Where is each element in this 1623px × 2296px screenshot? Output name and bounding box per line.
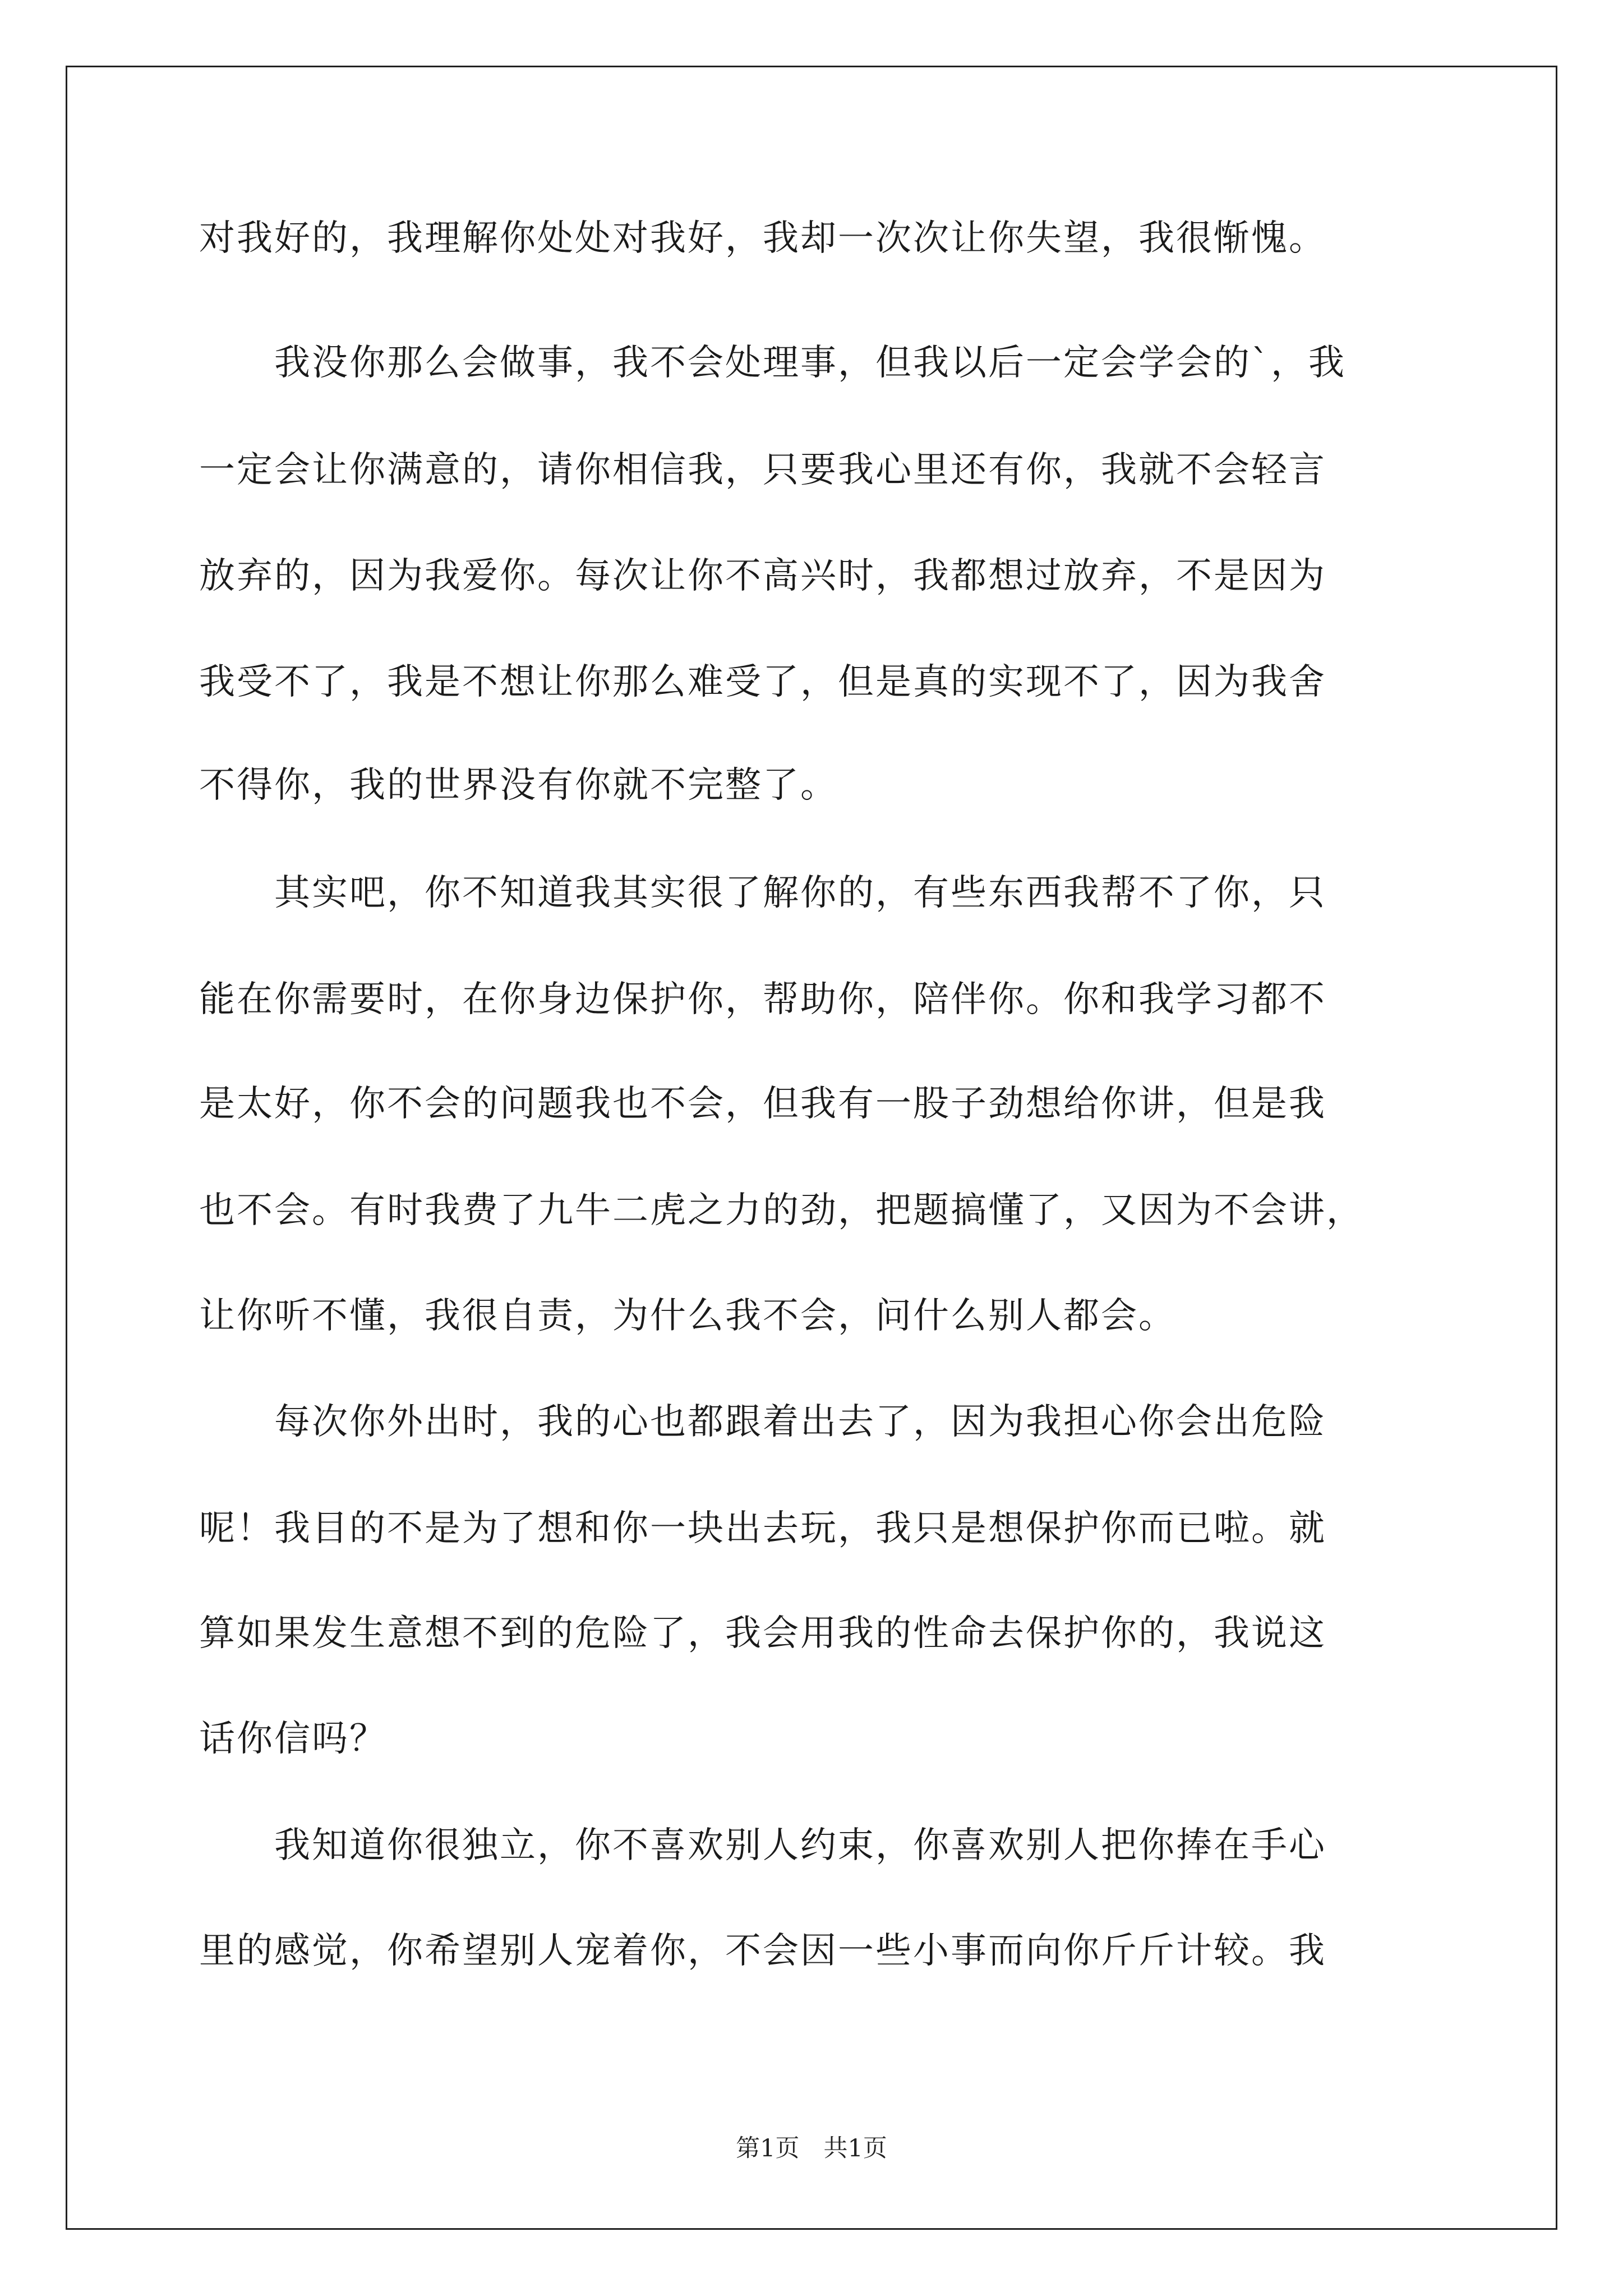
text-line: 我没你那么会做事，我不会处理事，但我以后一定会学会的`，我 bbox=[199, 342, 1346, 384]
page-border bbox=[66, 66, 1557, 2230]
text-line: 呢！我目的不是为了想和你一块出去玩，我只是想保护你而已啦。就 bbox=[199, 1508, 1326, 1549]
text-line: 其实吧，你不知道我其实很了解你的，有些东西我帮不了你，只 bbox=[199, 872, 1326, 914]
text-line: 对我好的，我理解你处处对我好，我却一次次让你失望，我很惭愧。 bbox=[199, 218, 1326, 259]
text-line: 放弃的，因为我爱你。每次让你不高兴时，我都想过放弃，不是因为 bbox=[199, 555, 1326, 597]
text-line: 每次你外出时，我的心也都跟着出去了，因为我担心你会出危险 bbox=[199, 1401, 1326, 1443]
text-line: 算如果发生意想不到的危险了，我会用我的性命去保护你的，我说这 bbox=[199, 1613, 1326, 1654]
text-line: 我知道你很独立，你不喜欢别人约束，你喜欢别人把你捧在手心 bbox=[199, 1825, 1326, 1866]
text-line: 是太好，你不会的问题我也不会，但我有一股子劲想给你讲，但是我 bbox=[199, 1083, 1326, 1125]
text-line: 也不会。有时我费了九牛二虎之力的劲，把题搞懂了，又因为不会讲， bbox=[199, 1190, 1364, 1231]
text-line: 一定会让你满意的，请你相信我，只要我心里还有你，我就不会轻言 bbox=[199, 449, 1326, 491]
page-number-footer: 第1页 共1页 bbox=[736, 2134, 887, 2162]
text-line: 让你听不懂，我很自责，为什么我不会，问什么别人都会。 bbox=[199, 1295, 1176, 1337]
text-line: 能在你需要时，在你身边保护你，帮助你，陪伴你。你和我学习都不 bbox=[199, 979, 1326, 1020]
text-line: 话你信吗？ bbox=[199, 1718, 387, 1760]
text-line: 不得你，我的世界没有你就不完整了。 bbox=[199, 765, 838, 806]
text-line: 里的感觉，你希望别人宠着你，不会因一些小事而向你斤斤计较。我 bbox=[199, 1930, 1326, 1972]
text-line: 我受不了，我是不想让你那么难受了，但是真的实现不了，因为我舍 bbox=[199, 661, 1326, 703]
